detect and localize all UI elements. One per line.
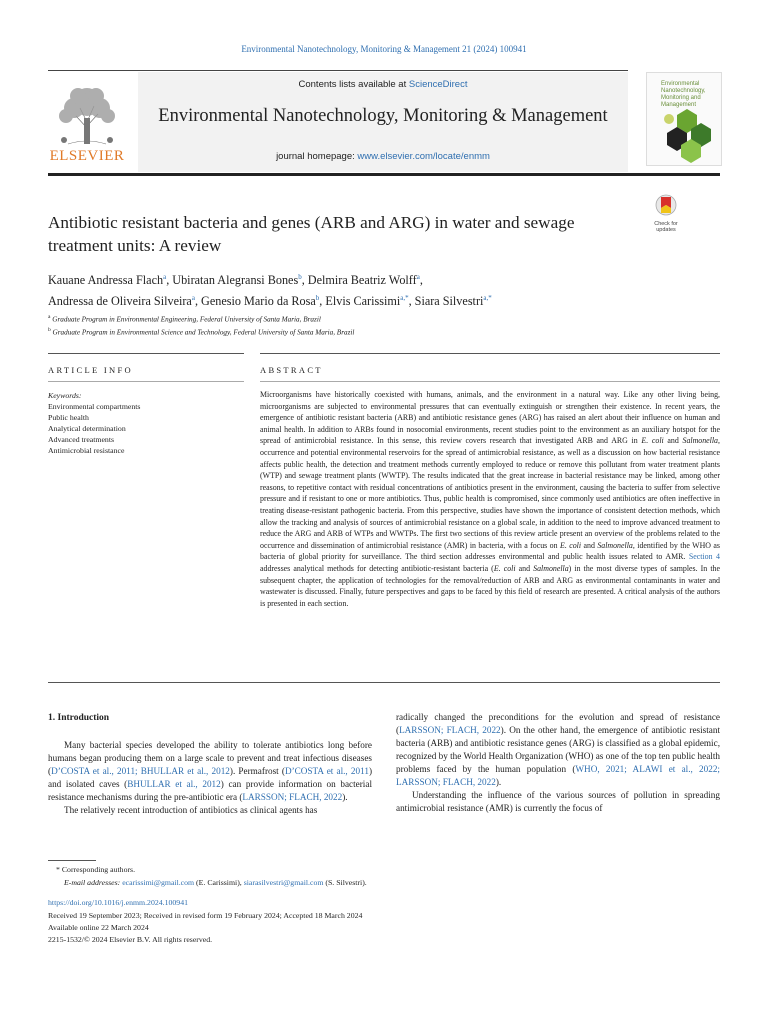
affiliation: $^a$ Graduate Program in Environmental Engineering, Federal University of Santa Maria, Brazil xyxy=(48,314,321,324)
keywords-block xyxy=(48,390,244,456)
crossmark-icon xyxy=(650,194,682,216)
author-name[interactable]: Kauane Andressa Flach xyxy=(48,273,164,288)
author-affiliation-marker[interactable]: b xyxy=(315,294,320,303)
author-name[interactable]: Delmira Beatriz Wolff xyxy=(307,273,417,288)
citation-link[interactable]: D’COSTA et al., 2011 xyxy=(284,766,369,776)
corresponding-authors-note: * Corresponding authors. xyxy=(56,865,136,874)
article-info-rule xyxy=(48,353,244,354)
author-affiliation-marker[interactable]: a,* xyxy=(400,294,409,303)
paragraph: radically changed the preconditions for the evolution and spread of resistance (LARSSON; FLACH, 2022). On the other hand, the emergence of antibiotic resistant bacteria (ARB) and antibiotic resistance genes (ARG) is classified as a global epidemic, recognized by the World Health Organization (WHO) as one of the top ten public health problems faced by the human population (WHO, 2021; ALAWI et al., 2022; LARSSON; FLACH, 2022). xyxy=(396,712,720,787)
author-affiliation-marker[interactable]: a xyxy=(416,273,420,281)
citation-link[interactable]: LARSSON; FLACH, 2022 xyxy=(399,725,501,735)
journal-citation[interactable]: Environmental Nanotechnology, Monitoring & Management 21 (2024) 100941 xyxy=(241,44,527,54)
email-link[interactable]: siarasilvestri@gmail.com xyxy=(243,878,324,887)
keyword: Public health xyxy=(48,413,89,422)
doi-link[interactable]: https://doi.org/10.1016/j.enmm.2024.100941 xyxy=(48,898,188,907)
author-affiliation-marker[interactable]: a xyxy=(191,294,195,303)
copyright: 2215-1532/© 2024 Elsevier B.V. All rights reserved. xyxy=(48,935,213,944)
citation-link[interactable]: LARSSON; FLACH, 2022 xyxy=(242,792,343,802)
article-title: Antibiotic resistant bacteria and genes (ARB and ARG) in water and sewage treatment units: A review xyxy=(48,213,575,255)
header-rule-bottom xyxy=(48,173,720,176)
crossmark-label-2: updates xyxy=(656,227,676,233)
keyword: Analytical determination xyxy=(48,424,126,433)
author-affiliation-marker[interactable]: a xyxy=(163,273,167,281)
citation-link[interactable]: WHO, 2021; ALAWI et al., 2022; LARSSON; FLACH, 2022 xyxy=(396,764,720,787)
email-addresses: E-mail addresses: ecarissimi@gmail.com (E. Carissimi), siarasilvestri@gmail.com (S. Silvestri). xyxy=(64,878,367,887)
section-4-link[interactable]: Section 4 xyxy=(688,552,720,562)
journal-title: Environmental Nanotechnology, Monitoring & Management xyxy=(158,106,608,126)
crossmark-label-1: Check for xyxy=(654,221,678,227)
body-column-right xyxy=(396,711,720,815)
section-heading-introduction: 1. Introduction xyxy=(48,713,110,723)
publisher-name[interactable]: ELSEVIER xyxy=(49,148,125,164)
author-affiliation-marker[interactable]: a,* xyxy=(483,294,492,303)
journal-homepage: journal homepage: www.elsevier.com/locate/enmm xyxy=(276,151,490,162)
author-name[interactable]: Ubiratan Alegransi Bones xyxy=(172,273,299,288)
author-name[interactable]: Genesio Mario da Rosa xyxy=(201,294,316,309)
homepage-link[interactable]: www.elsevier.com/locate/enmm xyxy=(357,151,490,162)
cover-title: Environmental Nanotechnology, Monitoring and Management xyxy=(661,81,706,108)
abstract-end-rule xyxy=(48,682,720,683)
keyword: Environmental compartments xyxy=(48,402,141,411)
footnote-rule xyxy=(48,860,96,861)
author-name[interactable]: Elvis Carissimi xyxy=(325,294,401,309)
header-rule-top xyxy=(48,70,628,71)
author-name[interactable]: Andressa de Oliveira Silveira xyxy=(48,294,192,309)
author-name[interactable]: Siara Silvestri xyxy=(414,294,484,309)
email-link[interactable]: ecarissimi@gmail.com xyxy=(122,878,195,887)
journal-cover[interactable] xyxy=(646,72,722,166)
affiliations xyxy=(48,312,668,339)
citation-link[interactable]: D’COSTA et al., 2011; BHULLAR et al., 2012 xyxy=(51,766,230,776)
author-affiliation-marker[interactable]: b xyxy=(298,273,302,281)
abstract-text: Microorganisms have historically coexisted with humans, animals, and the environment in a natural way. Like any other living being, microorganisms are subjected to environmental pressures that can eventually extinguish or strengthen their existence. In recent years, the emergence of antibiotic resistant bacteria (ARB) and antibiotic resistance genes (ARG) has raised an alert about their influence on human and animal health. In addition to ARBs found in nosocomial environments, recent studies point to the environment as an auxiliary hotspot for the spread of antimicrobial resistance. In this sense, this review covers research that investigated ARB and ARG in E. coli and Salmonella, occurrence and potential environmental reservoirs for the spread of antimicrobial resistance, as well as a discussion on how bacterial resistance affects public health, the detection and treatment methods currently employed to reduce or remove this pollutant from water treatment plants (WTP) and sewage treatment plants (WWTP). The results indicated that the great increase in bacterial resistance may be linked, among other reasons, to repetitive contact with residual concentrations of antibiotics present in the environment, causing the bacteria to suffer from selective pressure and if resistant to one or more antibiotics. Thus, public health is compromised, since commonly used antibiotics are often ineffective in treating disease-resistant pathogenic bacteria. From this perspective, studies have shown the importance of consistent detection methods, which allow the tracking and analysis of sources of antimicrobial resistance on a global scale, in addition to the need to improve advanced treatment to reduce the ARG and ARB of WTPs and WWTPs. The first two sections of this review article present an overview of the problems related to the occurrence and dissemination of antimicrobial resistance (AMR) in bacteria, with a focus on E. coli and Salmonella, identified by the WHO as bacteria of global priority for surveillance. The third section addresses environmental and public health issues related to AMR. Section 4 addresses analytical methods for detecting antibiotic-resistant bacteria (E. coli and Salmonella) in the most diverse types of samples. In the subsequent chapter, the application of technologies for the removal/reduction of ARB and ARG as environmental contaminants in water and wastewater is discussed. Finally, future perspectives and gaps to be faced by this field of research are presented. A critical analysis of the authors is presented in each section. xyxy=(260,390,721,608)
check-for-updates-badge[interactable] xyxy=(650,194,682,233)
keywords-rule xyxy=(48,381,244,382)
keyword: Antimicrobial resistance xyxy=(48,446,125,455)
paragraph: Understanding the influence of the various sources of pollution in spreading antimicrobial resistance (AMR) is currently the focus of xyxy=(396,790,720,813)
body-column-left xyxy=(48,739,372,817)
affiliation: $^b$ Graduate Program in Environmental Science and Technology, Federal University of Santa Maria, Brazil xyxy=(48,327,355,337)
keywords-label: Keywords: xyxy=(48,391,82,400)
abstract-rule xyxy=(260,353,720,354)
contents-line: Contents lists available at ScienceDirect xyxy=(298,79,468,90)
article-info-heading: ARTICLE INFO xyxy=(48,365,133,375)
author-list: Kauane Andressa Flach$^a$, Ubiratan Alegransi Bones$^b$, Delmira Beatriz Wolff$^a$, Andressa de Oliveira Silveira$^a$, Genesio Mario da Rosa$^b$, Elvis Carissimi$^{a,*}$, Siara Silvestri$^{a,*}$ xyxy=(48,273,492,309)
sciencedirect-link[interactable]: ScienceDirect xyxy=(408,79,468,90)
citation-link[interactable]: BHULLAR et al., 2012 xyxy=(127,779,221,789)
abstract-rule-2 xyxy=(260,381,720,382)
cover-graphic xyxy=(647,107,721,165)
received-dates: Received 19 September 2023; Received in revised form 19 February 2024; Accepted 18 March 2024 xyxy=(48,911,363,920)
paragraph: The relatively recent introduction of antibiotics as clinical agents has xyxy=(64,805,318,815)
keyword: Advanced treatments xyxy=(48,435,115,444)
available-online: Available online 22 March 2024 xyxy=(48,923,149,932)
abstract-heading: ABSTRACT xyxy=(260,365,323,375)
paragraph: Many bacterial species developed the ability to tolerate antibiotics long before humans began producing them on a large scale to prevent and treat infectious diseases (D’COSTA et al., 2011; BHULLAR et al., 2012). Permafrost (D’COSTA et al., 2011) and isolated caves (BHULLAR et al., 2012) can provide information on bacterial resistance mechanisms during the pre-antibiotic era (LARSSON; FLACH, 2022). xyxy=(48,740,373,802)
